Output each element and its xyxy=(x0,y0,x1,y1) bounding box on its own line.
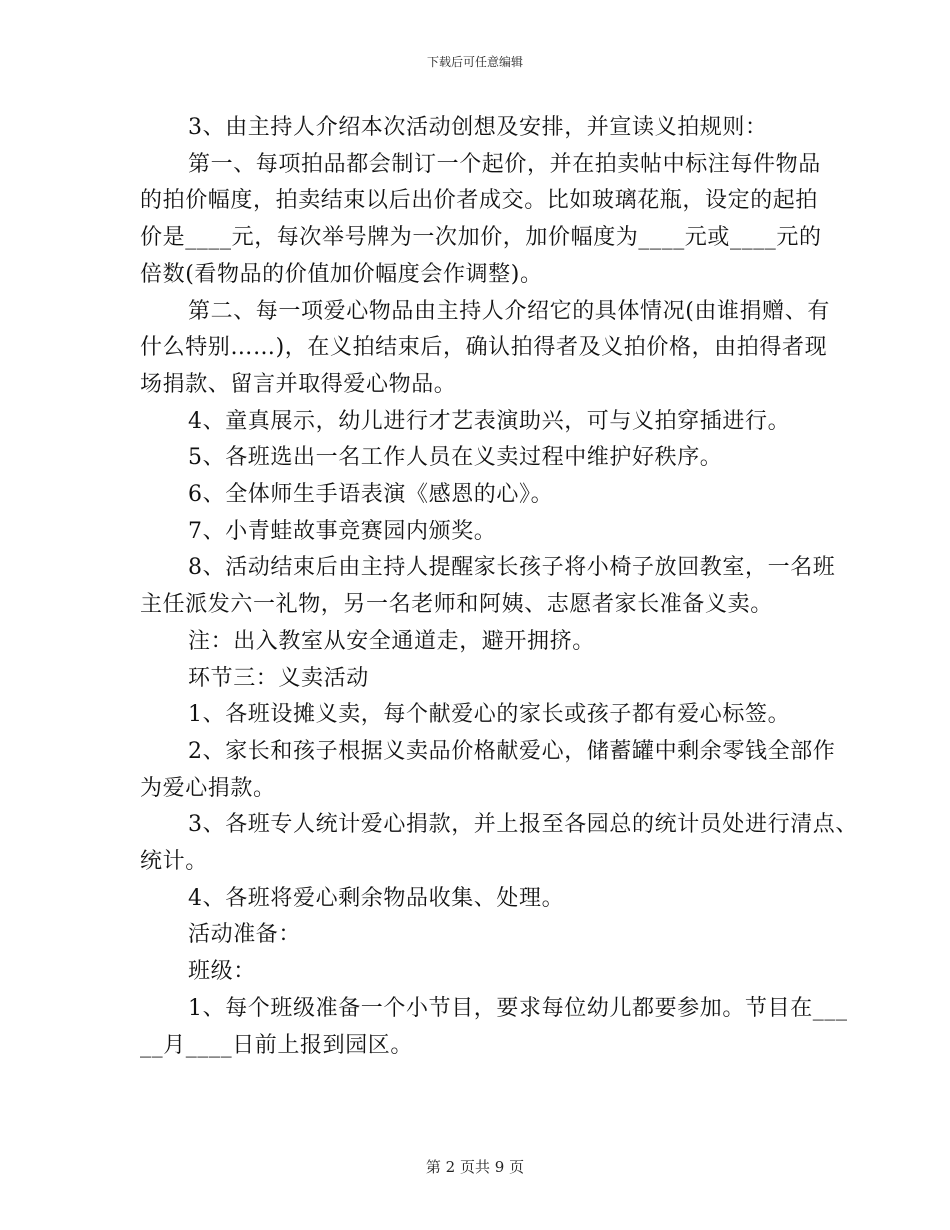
text-line: 活动准备： xyxy=(188,922,302,948)
text-line: 5、各班选出一名工作人员在义卖过程中维护好秩序。 xyxy=(188,445,723,471)
text-line: 注：出入教室从安全通道走，避开拥挤。 xyxy=(188,628,595,654)
text-line: 价是____元，每次举号牌为一次加价，加价幅度为____元或____元的 xyxy=(140,225,822,251)
page-header: 下载后可任意编辑 xyxy=(426,55,523,69)
text-line: 2、家长和孩子根据义卖品价格献爱心，储蓄罐中剩余零钱全部作 xyxy=(188,738,836,764)
text-line: 的拍价幅度，拍卖结束以后出价者成交。比如玻璃花瓶，设定的起拍 xyxy=(140,188,819,214)
text-line: 7、小青蛙故事竞赛园内颁奖。 xyxy=(188,518,497,544)
page-footer: 第 2 页共 9 页 xyxy=(425,1158,525,1176)
text-line: 6、全体师生手语表演《感恩的心》。 xyxy=(188,482,554,508)
document-body xyxy=(140,110,858,1064)
text-line: 主任派发六一礼物，另一名老师和阿姨、志愿者家长准备义卖。 xyxy=(140,592,773,618)
text-line: 4、童真展示，幼儿进行才艺表演助兴，可与义拍穿插进行。 xyxy=(188,408,791,434)
text-line: 统计。 xyxy=(140,849,208,875)
text-line: __月____日前上报到园区。 xyxy=(140,1032,414,1058)
text-line: 环节三：义卖活动 xyxy=(188,665,369,691)
text-line: 场捐款、留言并取得爱心物品。 xyxy=(140,371,457,397)
text-line: 倍数(看物品的价值加价幅度会作调整)。 xyxy=(140,261,543,287)
text-line: 第二、每一项爱心物品由主持人介绍它的具体情况(由谁捐赠、有 xyxy=(188,298,830,324)
text-line: 1、每个班级准备一个小节目，要求每位幼儿都要参加。节目在___ xyxy=(188,995,848,1021)
text-line: 第一、每项拍品都会制订一个起价，并在拍卖帖中标注每件物品 xyxy=(188,151,821,177)
text-line: 3、由主持人介绍本次活动创想及安排，并宣读义拍规则： xyxy=(188,115,768,140)
text-line: 1、各班设摊义卖，每个献爱心的家长或孩子都有爱心标签。 xyxy=(188,702,791,728)
text-line: 3、各班专人统计爱心捐款，并上报至各园总的统计员处进行清点、 xyxy=(188,812,858,838)
text-line: 为爱心捐款。 xyxy=(140,775,276,801)
text-line: 什么特别……)，在义拍结束后，确认拍得者及义拍价格，由拍得者现 xyxy=(140,335,828,361)
text-line: 8、活动结束后由主持人提醒家长孩子将小椅子放回教室，一名班 xyxy=(188,555,836,581)
text-line: 4、各班将爱心剩余物品收集、处理。 xyxy=(188,885,565,911)
text-line: 班级： xyxy=(188,959,256,985)
